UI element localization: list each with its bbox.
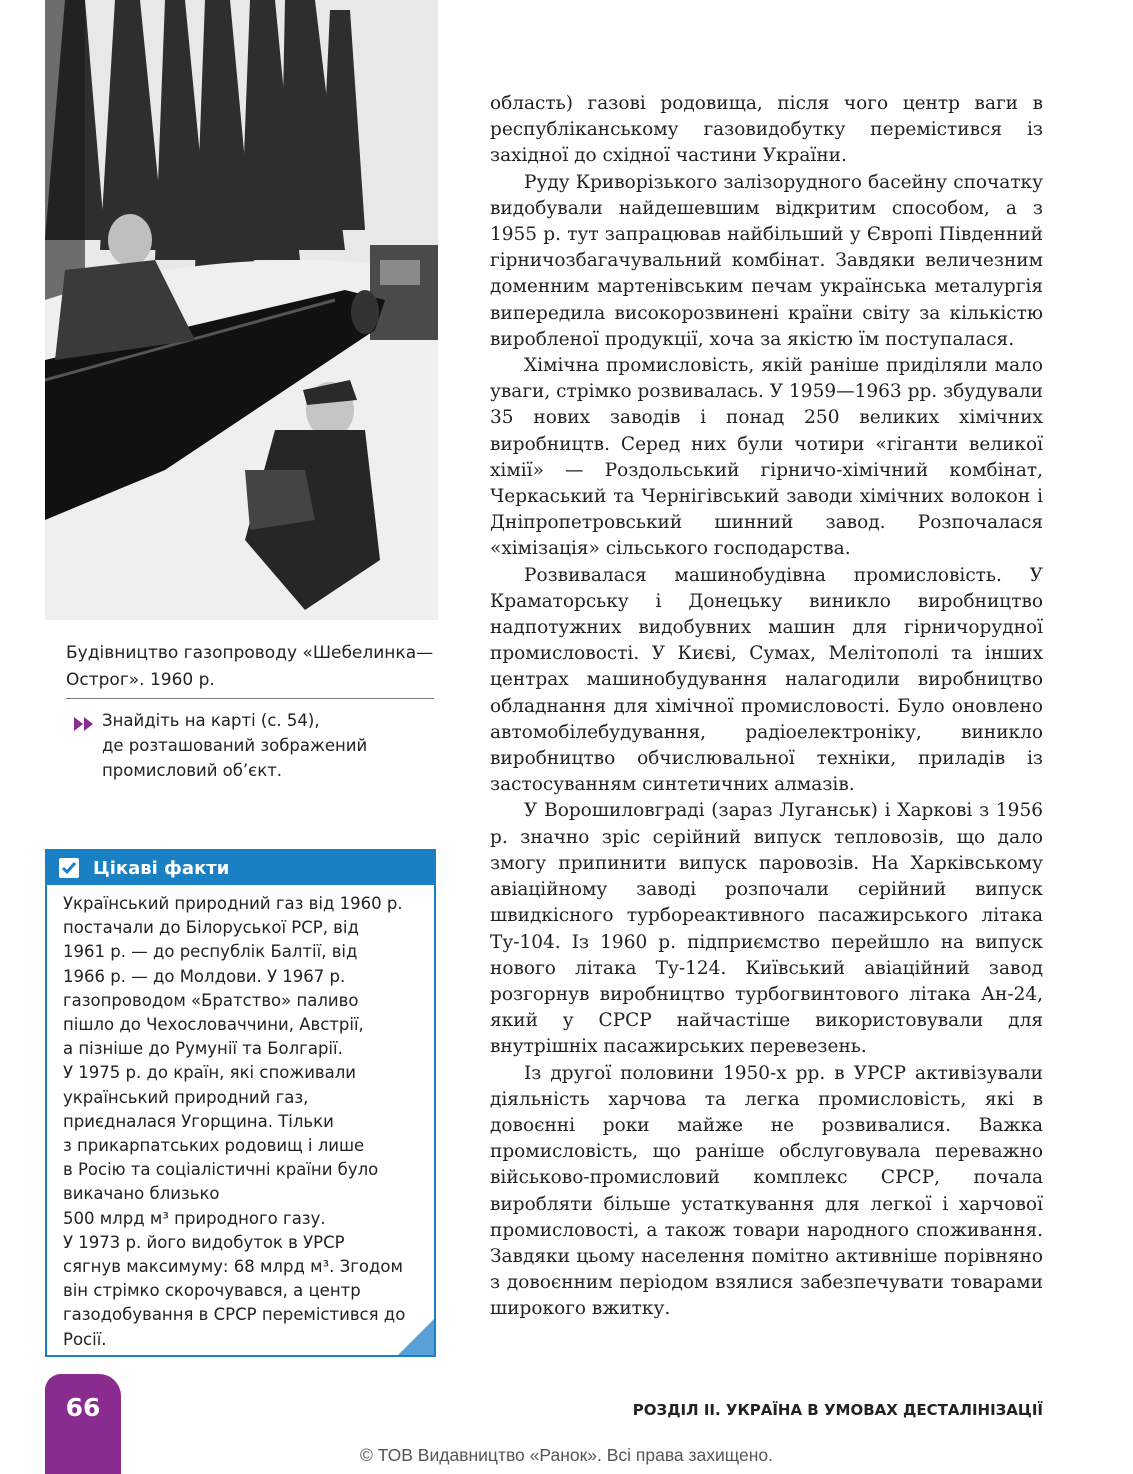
facts-line: Український природний газ від 1960 р. [63,894,403,913]
facts-line: він стрімко скорочувався, а центр [63,1281,361,1301]
facts-line: Росії. [63,1329,107,1349]
copyright-notice: © ТОВ Видавництво «Ранок». Всі права захищено. [359,1445,774,1465]
photo-caption [66,640,436,694]
facts-line: У 1975 р. до країн, які споживали [63,1063,357,1083]
map-task [74,708,404,783]
facts-line: газодобування в СРСР перемістився до [63,1305,406,1325]
facts-header [47,851,434,885]
paragraph: Із другої половини 1950-х рр. в УРСР активізували діяльність харчова та легка промисловість, які в довоєнні роки майже не розвивалися. Важка промисловість, що раніше обслуговувала переважно військово-промисловий комплекс СРСР, почала виробляти більше устаткування для легкої і харчової промисловості, а також товари народного споживання. Завдяки цьому населення помітно активніше порівняно з довоєнним періодом взялися забезпечувати товарами широкого вжитку. [490,1062,1043,1320]
caption-line: Будівництво газопроводу «Шебелинка— [66,643,434,663]
facts-title: Цікаві факти [93,857,230,879]
page-fold-icon [398,1319,434,1355]
facts-body [47,885,434,1352]
facts-line: 500 млрд м³ природного газу. [63,1208,326,1228]
facts-line: У 1973 р. його видобуток в УРСР [63,1232,345,1252]
chapter-title: РОЗДІЛ II. УКРАЇНА В УМОВАХ ДЕСТАЛІНІЗАЦІЇ [632,1401,1043,1419]
paragraph: У Ворошиловграді (зараз Луганськ) і Харкові з 1956 р. значно зріс серійний випуск тепловозів, що дало змогу припинити випуск паровозів. На Харківському авіаційному заводі розпочали серійний випуск швидкісного турбореактивного пасажирського літака Ту-104. Із 1960 р. підприємство перейшло на випуск нового літака Ту-124. Київський авіаційний завод розгорнув виробництво турбогвинтового літака Ан-24, який у СРСР найчастіше використовували для внутрішніх пасажирських перевезень. [490,800,1043,1058]
facts-line: пішло до Чехословаччини, Австрії, [63,1015,364,1035]
pipeline-photo [45,0,438,620]
checkmark-icon [59,858,79,878]
paragraph: Руду Криворізького залізорудного басейну спочатку видобували найдешевшим відкритим способом, а з 1955 р. тут запрацював найбільший у Європі Південний гірничозбагачувальний комбінат. Завдяки величезним доменним мартенівським печам українська металургія випередила високорозвинені країни світу за кількістю виробленої продукції, хоча за якістю їм поступалася. [490,171,1043,350]
facts-line: газопроводом «Братство» паливо [63,990,359,1010]
facts-line: український природний газ, [63,1087,309,1107]
facts-line: 1966 р. — до Молдови. У 1967 р. [63,966,346,986]
double-arrow-icon [74,713,96,738]
facts-line: сягнув максимуму: 68 млрд м³. Згодом [63,1257,403,1277]
facts-line: викачано близько [63,1184,220,1204]
paragraph: область) газові родовища, після чого центр ваги в республіканському газовидобутку перемістився із західної до східної частини України. [490,93,1043,167]
page-number: 66 [45,1374,121,1474]
facts-line: в Росію та соціалістичні країни було [63,1160,379,1180]
photo-illustration [45,0,438,620]
paragraph: Хімічна промисловість, якій раніше приділяли мало уваги, стрімко розвивалась. У 1959—1963 рр. збудували 35 нових заводів і понад 250 великих хімічних виробництв. Серед них були чотири «гіганти великої хімії» — Роздольський гірничо-хімічний комбінат, Черкаський та Чернігівський заводи хімічних волокон і Дніпропетровський шинний завод. Розпочалася «хімізація» сільського господарства. [490,355,1043,560]
task-line: Знайдіть на карті (с. 54), [102,711,320,730]
facts-line: а пізніше до Румунії та Болгарії. [63,1039,343,1059]
facts-line: постачали до Білоруської РСР, від [63,918,359,938]
caption-line: Острог». 1960 р. [66,670,215,690]
facts-line: з прикарпатських родовищ і лише [63,1136,365,1156]
interesting-facts-box [45,849,436,1357]
task-line: промисловий об’єкт. [102,761,283,780]
task-line: де розташований зображений [102,736,368,755]
divider [66,698,434,699]
facts-line: 1961 р. — до республік Балтії, від [63,942,358,962]
paragraph: Розвивалася машинобудівна промисловість. У Краматорську і Донецьку виникло виробництво надпотужних видобувних машин для гірничорудної промисловості. У Києві, Сумах, Мелітополі та інших центрах машинобудування налагодили виробництво обладнання для хімічної промисловості. Було оновлено автомобілебудування, радіоелектроніку, виникло виробництво обчислювальної техніки, приладів із застосуванням синтетичних алмазів. [490,564,1043,796]
main-text-column [490,91,1043,1323]
facts-line: приєдналася Угорщина. Тільки [63,1111,334,1131]
